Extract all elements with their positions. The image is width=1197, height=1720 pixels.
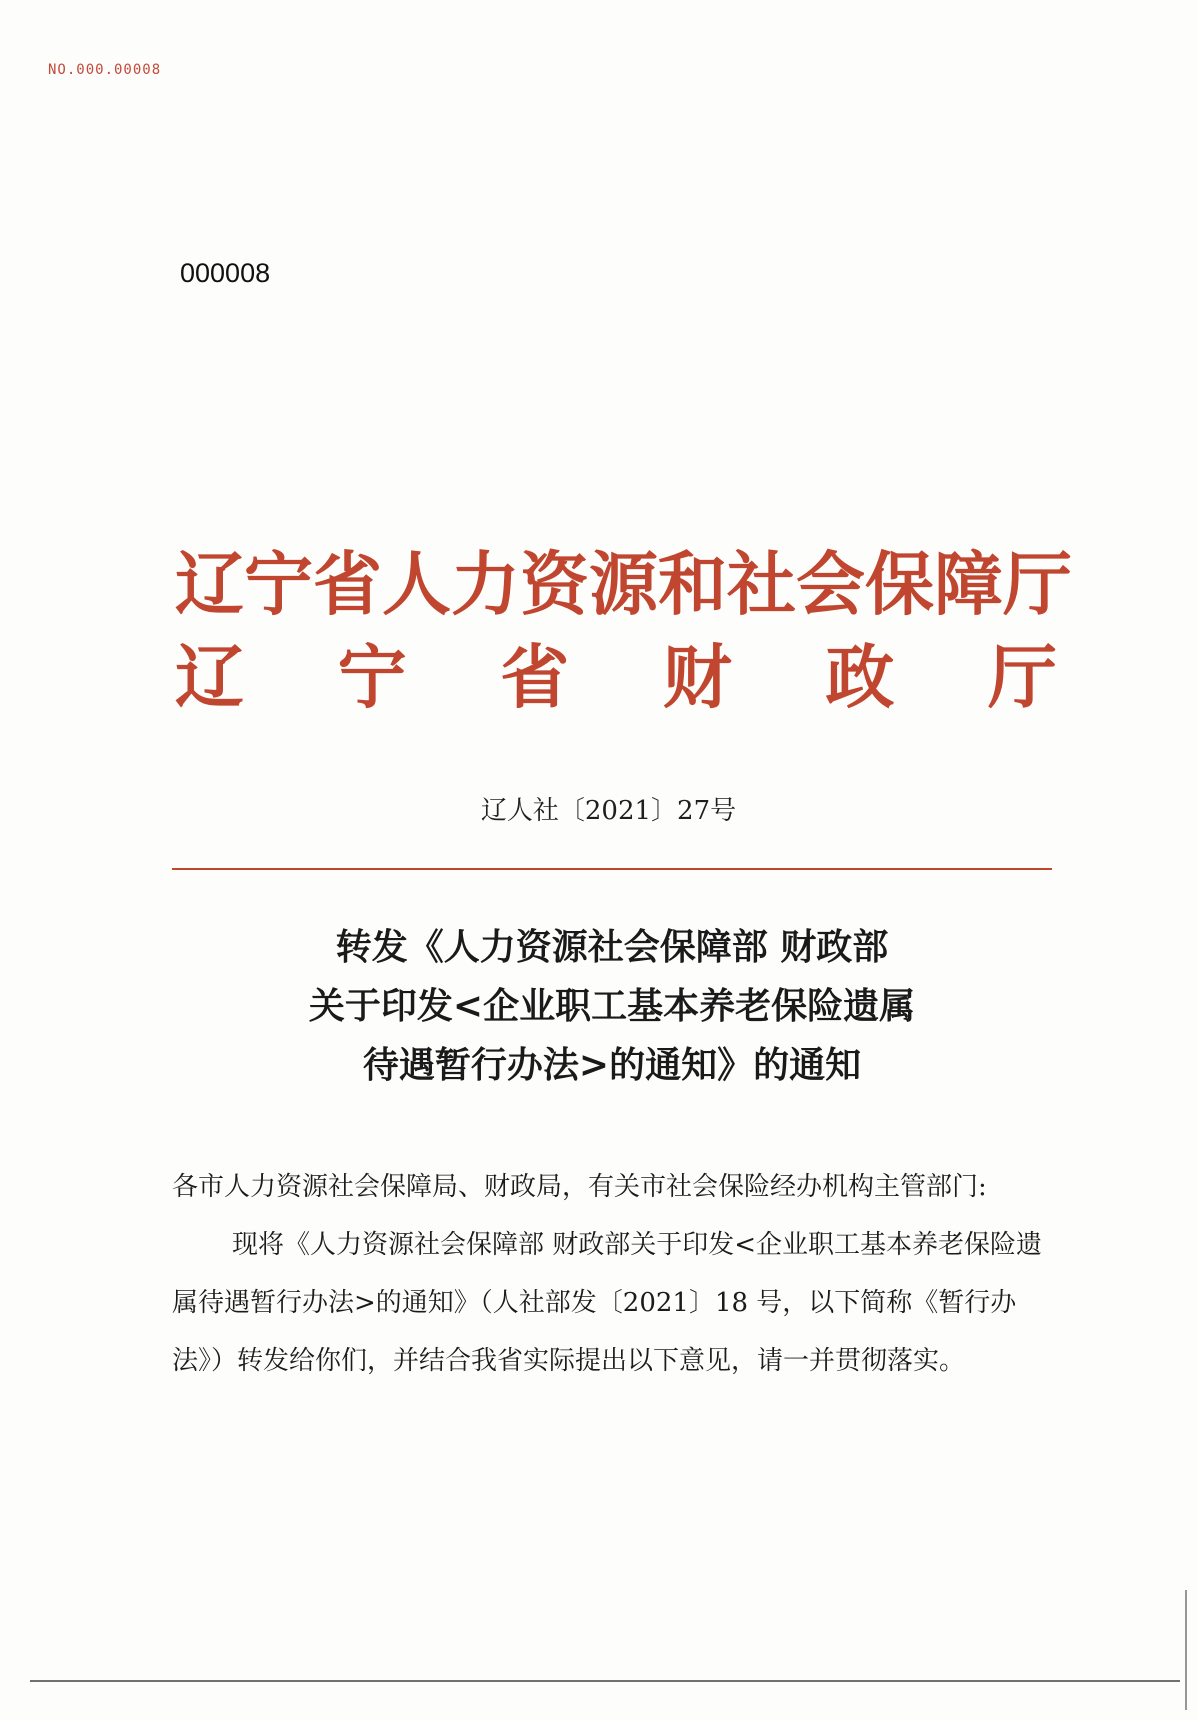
agency-name-finance (175, 630, 1057, 726)
agency-char: 宁 (337, 637, 407, 718)
agency-char: 辽 (175, 637, 244, 718)
scan-edge-line (30, 1680, 1180, 1682)
scan-edge-mark (1185, 1590, 1187, 1710)
agency-char: 政 (825, 637, 895, 718)
document-title (172, 918, 1052, 1095)
red-divider-line (172, 868, 1052, 870)
serial-stamp: NO.000.00008 (48, 62, 162, 78)
title-line-3: 待遇暂行办法>的通知》的通知 (362, 1044, 862, 1086)
agency-char: 省 (500, 637, 570, 718)
document-number: 辽人社〔2021〕27号 (480, 796, 737, 826)
salutation: 各市人力资源社会保障局、财政局，有关市社会保险经办机构主管部门: (172, 1172, 987, 1202)
agency-char: 厅 (987, 637, 1057, 718)
agency-header (175, 540, 1072, 726)
document-body (172, 1158, 1054, 1390)
agency-char: 财 (662, 637, 732, 718)
agency-name-hrss: 辽宁省人力资源和社会保障厅 (175, 544, 1072, 625)
title-line-1: 转发《人力资源社会保障部 财政部 (335, 926, 889, 968)
page-number: 000008 (180, 258, 271, 288)
body-paragraph: 现将《人力资源社会保障部 财政部关于印发<企业职工基本养老保险遗属待遇暂行办法>的通知》（人社部发〔2021〕18 号，以下简称《暂行办法》）转发给你们，并结合我省实际提出以下意见，请一并贯彻落实。 (172, 1230, 1043, 1376)
title-line-2: 关于印发<企业职工基本养老保险遗属 (308, 985, 916, 1027)
